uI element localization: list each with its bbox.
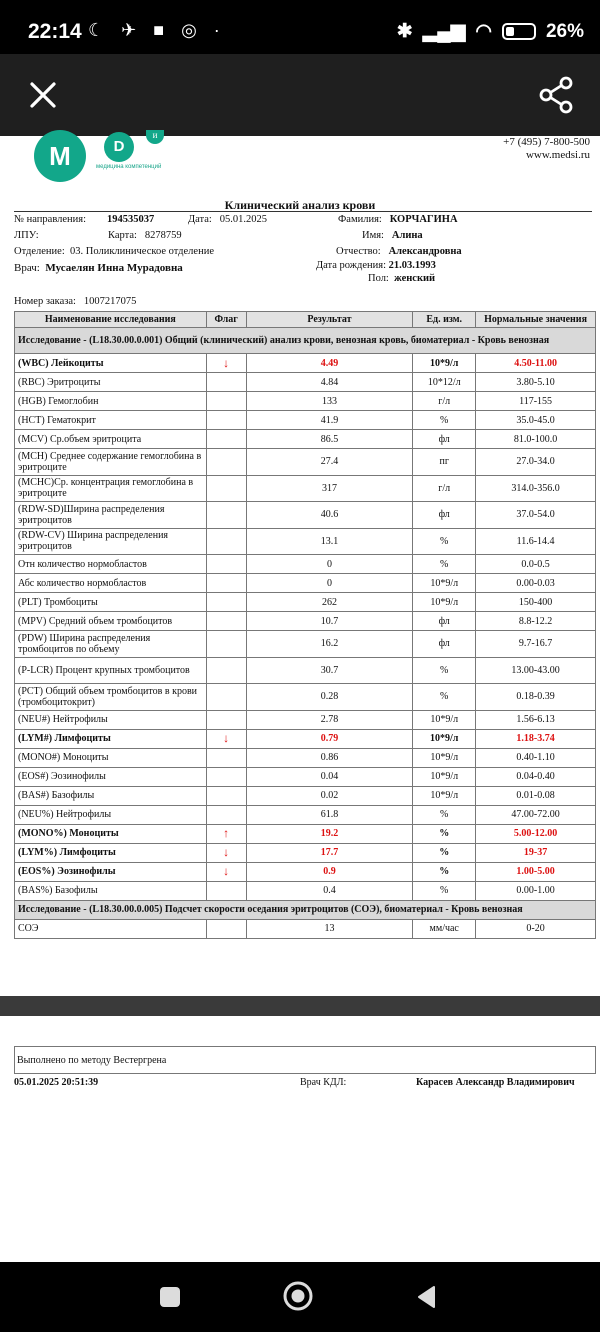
battery-icon xyxy=(502,23,536,40)
result-value: 317 xyxy=(246,475,413,502)
test-name: (HCT) Гематокрит xyxy=(15,411,207,430)
card-label: Карта: xyxy=(108,230,137,241)
reference-range: 81.0-100.0 xyxy=(476,430,596,449)
document-page xyxy=(0,130,600,996)
battery-level: 26% xyxy=(545,20,584,42)
reference-range: 150-400 xyxy=(476,593,596,612)
table-row xyxy=(15,430,596,449)
reference-range: 0.0-0.5 xyxy=(476,555,596,574)
test-name: (MCHC)Ср. концентрация гемоглобина в эритроците xyxy=(15,475,207,502)
test-name: (LYM%) Лимфоциты xyxy=(15,843,207,862)
test-name: (WBC) Лейкоциты xyxy=(15,354,207,373)
referral-number: 194535037 xyxy=(107,214,155,225)
unit-cell: % xyxy=(413,824,476,843)
table-row xyxy=(15,843,596,862)
unit-cell: % xyxy=(413,881,476,900)
test-name: Абс количество нормобластов xyxy=(15,574,207,593)
unit-cell: фл xyxy=(413,430,476,449)
result-value: 0.4 xyxy=(246,881,413,900)
flag-cell xyxy=(206,411,246,430)
flag-cell xyxy=(206,475,246,502)
reference-range: 47.00-72.00 xyxy=(476,805,596,824)
wifi-icon: ◠ xyxy=(475,21,492,42)
unit-cell: г/л xyxy=(413,475,476,502)
unit-cell: фл xyxy=(413,631,476,658)
reference-range: 0.00-1.00 xyxy=(476,881,596,900)
order-label: Номер заказа: xyxy=(14,296,76,307)
result-value: 0 xyxy=(246,574,413,593)
result-value: 17.7 xyxy=(246,843,413,862)
patient-sex: женский xyxy=(394,273,436,284)
result-value: 0.28 xyxy=(246,684,413,711)
reference-range: 1.18-3.74 xyxy=(476,729,596,748)
flag-cell xyxy=(206,710,246,729)
result-value: 0 xyxy=(246,555,413,574)
reference-range: 3.80-5.10 xyxy=(476,373,596,392)
table-row xyxy=(15,555,596,574)
table-row xyxy=(15,824,596,843)
result-value: 0.02 xyxy=(246,786,413,805)
reference-range: 8.8-12.2 xyxy=(476,612,596,631)
clinic-contact xyxy=(503,136,590,162)
result-value: 262 xyxy=(246,593,413,612)
clinic-logo-i: и xyxy=(146,130,164,144)
results-table xyxy=(14,311,596,939)
navigation-bar xyxy=(0,1262,600,1332)
reference-range: 5.00-12.00 xyxy=(476,824,596,843)
table-row xyxy=(15,392,596,411)
unit-cell: фл xyxy=(413,612,476,631)
test-name: (HGB) Гемоглобин xyxy=(15,392,207,411)
unit-cell: 10*9/л xyxy=(413,767,476,786)
flag-cell: ↓ xyxy=(206,843,246,862)
flag-cell xyxy=(206,631,246,658)
table-row xyxy=(15,528,596,555)
notification-icons: ☾ ✈ ■ ◎ · xyxy=(88,20,226,40)
unit-cell: % xyxy=(413,843,476,862)
unit-cell: % xyxy=(413,805,476,824)
patronymic-label: Отчество: xyxy=(336,246,381,257)
unit-cell: г/л xyxy=(413,392,476,411)
result-value: 13.1 xyxy=(246,528,413,555)
status-bar xyxy=(0,0,600,54)
test-name: (RDW-CV) Ширина распределения эритроцитов xyxy=(15,528,207,555)
reference-range: 19-37 xyxy=(476,843,596,862)
patient-surname: КОРЧАГИНА xyxy=(389,214,458,225)
reference-range: 0.04-0.40 xyxy=(476,767,596,786)
test-name: (PDW) Ширина распределения тромбоцитов по объему xyxy=(15,631,207,658)
flag-cell xyxy=(206,805,246,824)
table-row xyxy=(15,475,596,502)
result-value: 4.84 xyxy=(246,373,413,392)
test-name: (PCT) Общий объем тромбоцитов в крови (тромбоцитокрит) xyxy=(15,684,207,711)
flag-cell xyxy=(206,881,246,900)
flag-cell xyxy=(206,555,246,574)
flag-cell xyxy=(206,767,246,786)
flag-cell xyxy=(206,430,246,449)
result-value: 30.7 xyxy=(246,657,413,684)
doctor-name: Мусаелян Инна Мурадовна xyxy=(45,262,183,274)
header-name: Наименование исследования xyxy=(15,312,207,328)
section-title: Исследование - (L18.30.00.0.001) Общий (клинический) анализ крови, венозная кровь, биоматериал - Кровь венозная xyxy=(15,328,596,354)
surname-label: Фамилия: xyxy=(338,214,382,225)
doctor-label: Врач: xyxy=(14,262,40,274)
signed-datetime: 05.01.2025 20:51:39 xyxy=(14,1077,99,1088)
page-gap xyxy=(0,996,600,1016)
reference-range: 4.50-11.00 xyxy=(476,354,596,373)
clinic-logo: M xyxy=(34,130,86,182)
name-label: Имя: xyxy=(362,230,384,241)
test-name: (MPV) Средний объем тромбоцитов xyxy=(15,612,207,631)
reference-range: 0-20 xyxy=(476,919,596,938)
result-value: 19.2 xyxy=(246,824,413,843)
test-name: (LYM#) Лимфоциты xyxy=(15,729,207,748)
test-name: (MONO%) Моноциты xyxy=(15,824,207,843)
close-icon[interactable] xyxy=(26,78,60,112)
unit-cell: пг xyxy=(413,449,476,476)
kdl-doctor: Карасев Александр Владимирович xyxy=(416,1077,575,1088)
reference-range: 0.18-0.39 xyxy=(476,684,596,711)
table-row xyxy=(15,881,596,900)
kdl-label: Врач КДЛ: xyxy=(300,1077,347,1088)
test-name: (BAS#) Базофилы xyxy=(15,786,207,805)
result-value: 13 xyxy=(246,919,413,938)
reference-range: 0.40-1.10 xyxy=(476,748,596,767)
flag-cell xyxy=(206,528,246,555)
flag-cell xyxy=(206,373,246,392)
unit-cell: 10*9/л xyxy=(413,354,476,373)
unit-cell: % xyxy=(413,684,476,711)
flag-cell: ↓ xyxy=(206,354,246,373)
unit-cell: % xyxy=(413,555,476,574)
section-title: Исследование - (L18.30.00.0.005) Подсчет скорости оседания эритроцитов (СОЭ), биоматериал - Кровь венозная xyxy=(15,900,596,919)
lpu-label: ЛПУ: xyxy=(14,230,39,241)
section-header xyxy=(15,328,596,354)
header-result: Результат xyxy=(246,312,413,328)
recents-icon[interactable] xyxy=(160,1287,180,1307)
reference-range: 0.00-0.03 xyxy=(476,574,596,593)
unit-cell: % xyxy=(413,862,476,881)
clinic-tagline: медицина компетенций xyxy=(96,164,162,170)
header-flag: Флаг xyxy=(206,312,246,328)
table-row xyxy=(15,354,596,373)
flag-cell: ↓ xyxy=(206,862,246,881)
reference-range: 1.56-6.13 xyxy=(476,710,596,729)
title-rule xyxy=(14,211,592,212)
table-row xyxy=(15,862,596,881)
reference-range: 314.0-356.0 xyxy=(476,475,596,502)
unit-cell: 10*9/л xyxy=(413,786,476,805)
test-name: СОЭ xyxy=(15,919,207,938)
table-row xyxy=(15,631,596,658)
test-name: (RDW-SD)Ширина распределения эритроцитов xyxy=(15,502,207,529)
result-value: 0.79 xyxy=(246,729,413,748)
document-page-2 xyxy=(0,1016,600,1262)
card-number: 8278759 xyxy=(144,230,182,241)
flag-cell xyxy=(206,593,246,612)
table-row xyxy=(15,373,596,392)
table-row xyxy=(15,919,596,938)
flag-cell xyxy=(206,748,246,767)
birth-label: Дата рождения: xyxy=(316,260,387,271)
flag-cell xyxy=(206,392,246,411)
flag-cell xyxy=(206,657,246,684)
flag-cell xyxy=(206,502,246,529)
reference-range: 117-155 xyxy=(476,392,596,411)
reference-range: 9.7-16.7 xyxy=(476,631,596,658)
flag-cell: ↑ xyxy=(206,824,246,843)
sex-label: Пол: xyxy=(368,273,389,284)
table-row xyxy=(15,657,596,684)
date-label: Дата: xyxy=(188,214,212,225)
clinic-logo-d: D xyxy=(104,132,134,162)
test-name: (EOS#) Эозинофилы xyxy=(15,767,207,786)
status-time: 22:14 xyxy=(28,20,82,43)
result-value: 16.2 xyxy=(246,631,413,658)
table-row xyxy=(15,502,596,529)
department: 03. Поликлиническое отделение xyxy=(70,246,214,257)
test-name: (MONO#) Моноциты xyxy=(15,748,207,767)
test-name: (RBC) Эритроциты xyxy=(15,373,207,392)
test-name: (BAS%) Базофилы xyxy=(15,881,207,900)
patient-birthdate: 21.03.1993 xyxy=(388,260,436,271)
reference-range: 0.01-0.08 xyxy=(476,786,596,805)
unit-cell: 10*9/л xyxy=(413,710,476,729)
back-icon[interactable] xyxy=(414,1284,440,1310)
viewer-toolbar xyxy=(0,54,600,136)
result-value: 41.9 xyxy=(246,411,413,430)
flag-cell xyxy=(206,786,246,805)
result-value: 27.4 xyxy=(246,449,413,476)
table-row xyxy=(15,684,596,711)
section-header xyxy=(15,900,596,919)
report-title: Клинический анализ крови xyxy=(224,198,376,212)
table-row xyxy=(15,729,596,748)
unit-cell: мм/час xyxy=(413,919,476,938)
table-row xyxy=(15,710,596,729)
result-value: 0.04 xyxy=(246,767,413,786)
test-name: (MCV) Ср.объем эритроцита xyxy=(15,430,207,449)
result-value: 2.78 xyxy=(246,710,413,729)
unit-cell: % xyxy=(413,528,476,555)
table-row xyxy=(15,411,596,430)
result-value: 40.6 xyxy=(246,502,413,529)
flag-cell xyxy=(206,684,246,711)
table-row xyxy=(15,574,596,593)
unit-cell: 10*9/л xyxy=(413,574,476,593)
department-label: Отделение: xyxy=(14,246,65,257)
header-norm: Нормальные значения xyxy=(476,312,596,328)
table-row xyxy=(15,805,596,824)
flag-cell xyxy=(206,574,246,593)
unit-cell: фл xyxy=(413,502,476,529)
table-row xyxy=(15,593,596,612)
header-unit: Ед. изм. xyxy=(413,312,476,328)
test-name: (MCH) Среднее содержание гемоглобина в эритроците xyxy=(15,449,207,476)
test-name: (NEU#) Нейтрофилы xyxy=(15,710,207,729)
unit-cell: 10*12/л xyxy=(413,373,476,392)
result-value: 10.7 xyxy=(246,612,413,631)
test-name: (NEU%) Нейтрофилы xyxy=(15,805,207,824)
reference-range: 27.0-34.0 xyxy=(476,449,596,476)
test-name: (P-LCR) Процент крупных тромбоцитов xyxy=(15,657,207,684)
flag-cell xyxy=(206,919,246,938)
table-row xyxy=(15,767,596,786)
clinic-site: www.medsi.ru xyxy=(525,149,590,161)
flag-cell: ↓ xyxy=(206,729,246,748)
patient-patronymic: Александровна xyxy=(388,246,462,257)
unit-cell: 10*9/л xyxy=(413,748,476,767)
bluetooth-icon: ✱ xyxy=(396,21,413,42)
flag-cell xyxy=(206,612,246,631)
referral-label: № направления: xyxy=(14,214,87,225)
unit-cell: % xyxy=(413,657,476,684)
table-row xyxy=(15,748,596,767)
home-icon[interactable] xyxy=(282,1280,314,1312)
reference-range: 1.00-5.00 xyxy=(476,862,596,881)
reference-range: 37.0-54.0 xyxy=(476,502,596,529)
result-value: 0.86 xyxy=(246,748,413,767)
unit-cell: % xyxy=(413,411,476,430)
reference-range: 11.6-14.4 xyxy=(476,528,596,555)
table-row xyxy=(15,612,596,631)
result-value: 86.5 xyxy=(246,430,413,449)
flag-cell xyxy=(206,449,246,476)
result-value: 4.49 xyxy=(246,354,413,373)
unit-cell: 10*9/л xyxy=(413,729,476,748)
test-name: Отн количество нормобластов xyxy=(15,555,207,574)
result-value: 0.9 xyxy=(246,862,413,881)
test-name: (EOS%) Эозинофилы xyxy=(15,862,207,881)
clinic-phone: +7 (495) 7-800-500 xyxy=(503,136,590,148)
table-header xyxy=(15,312,596,328)
reference-range: 13.00-43.00 xyxy=(476,657,596,684)
patient-name: Алина xyxy=(391,230,423,241)
report-date: 05.01.2025 xyxy=(219,214,267,225)
method-note: Выполнено по методу Вестергрена xyxy=(14,1046,596,1074)
result-value: 133 xyxy=(246,392,413,411)
result-value: 61.8 xyxy=(246,805,413,824)
table-row xyxy=(15,786,596,805)
table-row xyxy=(15,449,596,476)
share-icon[interactable] xyxy=(538,76,574,114)
test-name: (PLT) Тромбоциты xyxy=(15,593,207,612)
order-number: 1007217075 xyxy=(83,296,137,307)
signal-icon: ▂▄▆ xyxy=(422,21,466,42)
unit-cell: 10*9/л xyxy=(413,593,476,612)
reference-range: 35.0-45.0 xyxy=(476,411,596,430)
